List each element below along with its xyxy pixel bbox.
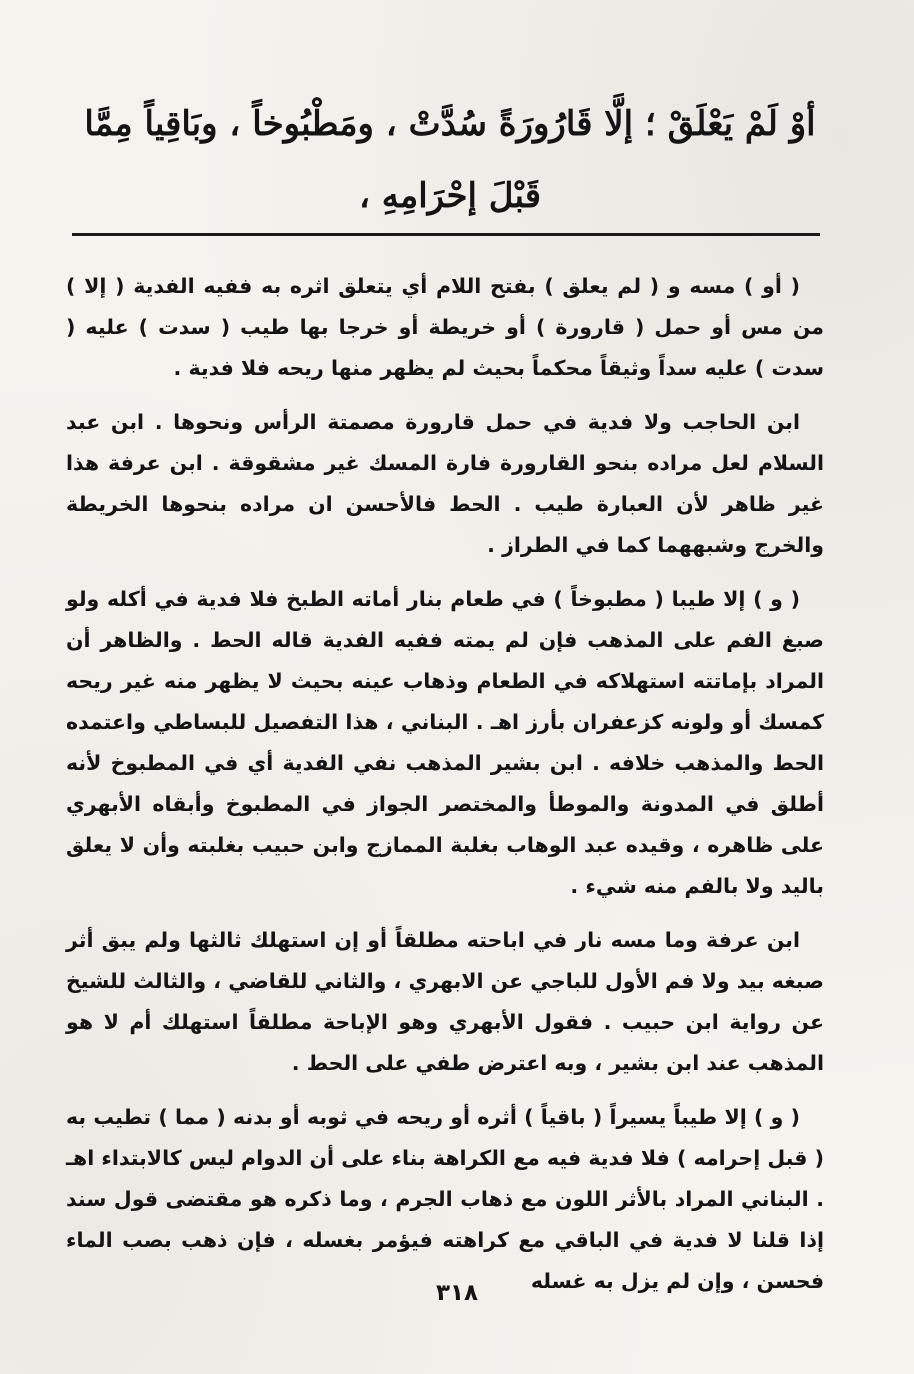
- page-number: ٣١٨: [435, 1280, 479, 1306]
- heading-divider: [72, 233, 820, 236]
- heading-line-1: أوْ لَمْ يَعْلَقْ ؛ إلَّا قَارُورَةً سُدَّتْ ، ومَطْبُوخاً ، وبَاقِياً مِمَّا: [84, 104, 816, 144]
- matn-heading: [70, 88, 830, 232]
- paragraph: ابن عرفة وما مسه نار في اباحته مطلقاً أو إن استهلك ثالثها ولم يبق أثر صبغه بيد ولا فم الأول للباجي عن الابهري ، والثاني للقاضي ، والثالث للشيخ عن رواية ابن حبيب . فقول الأبهري وهو الإباحة مطلقاً استهلك أم لا هو المذهب عند ابن بشير ، وبه اعترض طفي على الحط .: [66, 928, 824, 1075]
- paragraph: ( و ) إلا طيبا ( مطبوخاً ) في طعام بنار أماته الطبخ فلا فدية في أكله ولو صبغ الفم على المذهب فإن لم يمته ففيه الفدية قاله الحط . والظاهر أن المراد بإماتته استهلاكه في الطعام وذهاب عينه بحيث لا يظهر منه غير ريحه كمسك أو ولونه كزعفران بأرز اهـ . البناني ، هذا التفصيل للبساطي واعتمده الحط والمذهب خلافه . ابن بشير المذهب نفي الفدية أي في المطبوخ لأنه أطلق في المدونة والموطأ والمختصر الجواز في المطبوخ وأبقاه الأبهري على ظاهره ، وقيده عبد الوهاب بغلبة الممازج وابن حبيب بغلبته وأن لا يعلق باليد ولا بالفم منه شيء .: [66, 587, 824, 898]
- paragraph: ( و ) إلا طيباً يسيراً ( باقياً ) أثره أو ريحه في ثوبه أو بدنه ( مما ) تطيب به ( قبل إحرامه ) فلا فدية فيه مع الكراهة بناء على أن الدوام ليس كالابتداء اهـ . البناني المراد بالأثر اللون مع ذهاب الجرم ، وما ذكره هو مقتضى قول سند إذا قلنا لا فدية في الباقي مع كراهته فيؤمر بغسله ، فإن ذهب بصب الماء فحسن ، وإن لم يزل به غسله: [66, 1105, 824, 1293]
- paragraph: ابن الحاجب ولا فدية في حمل قارورة مصمتة الرأس ونحوها . ابن عبد السلام لعل مراده بنحو القارورة فارة المسك غير مشقوقة . ابن عرفة هذا غير ظاهر لأن العبارة طيب . الحط فالأحسن ان مراده بنحوها الخريطة والخرج وشبههما كما في الطراز .: [66, 410, 824, 557]
- paragraph: ( أو ) مسه و ( لم يعلق ) بفتح اللام أي يتعلق اثره به ففيه الفدية ( إلا ) من مس أو حمل ( قارورة ) أو خريطة أو خرجا بها طيب ( سدت ) عليه ( سدت ) عليه سداً وثيقاً محكماً بحيث لم يظهر منها ريحه فلا فدية .: [66, 274, 824, 380]
- heading-line-2: قَبْلَ إحْرَامِهِ ،: [358, 176, 542, 216]
- commentary-body: [66, 266, 824, 1315]
